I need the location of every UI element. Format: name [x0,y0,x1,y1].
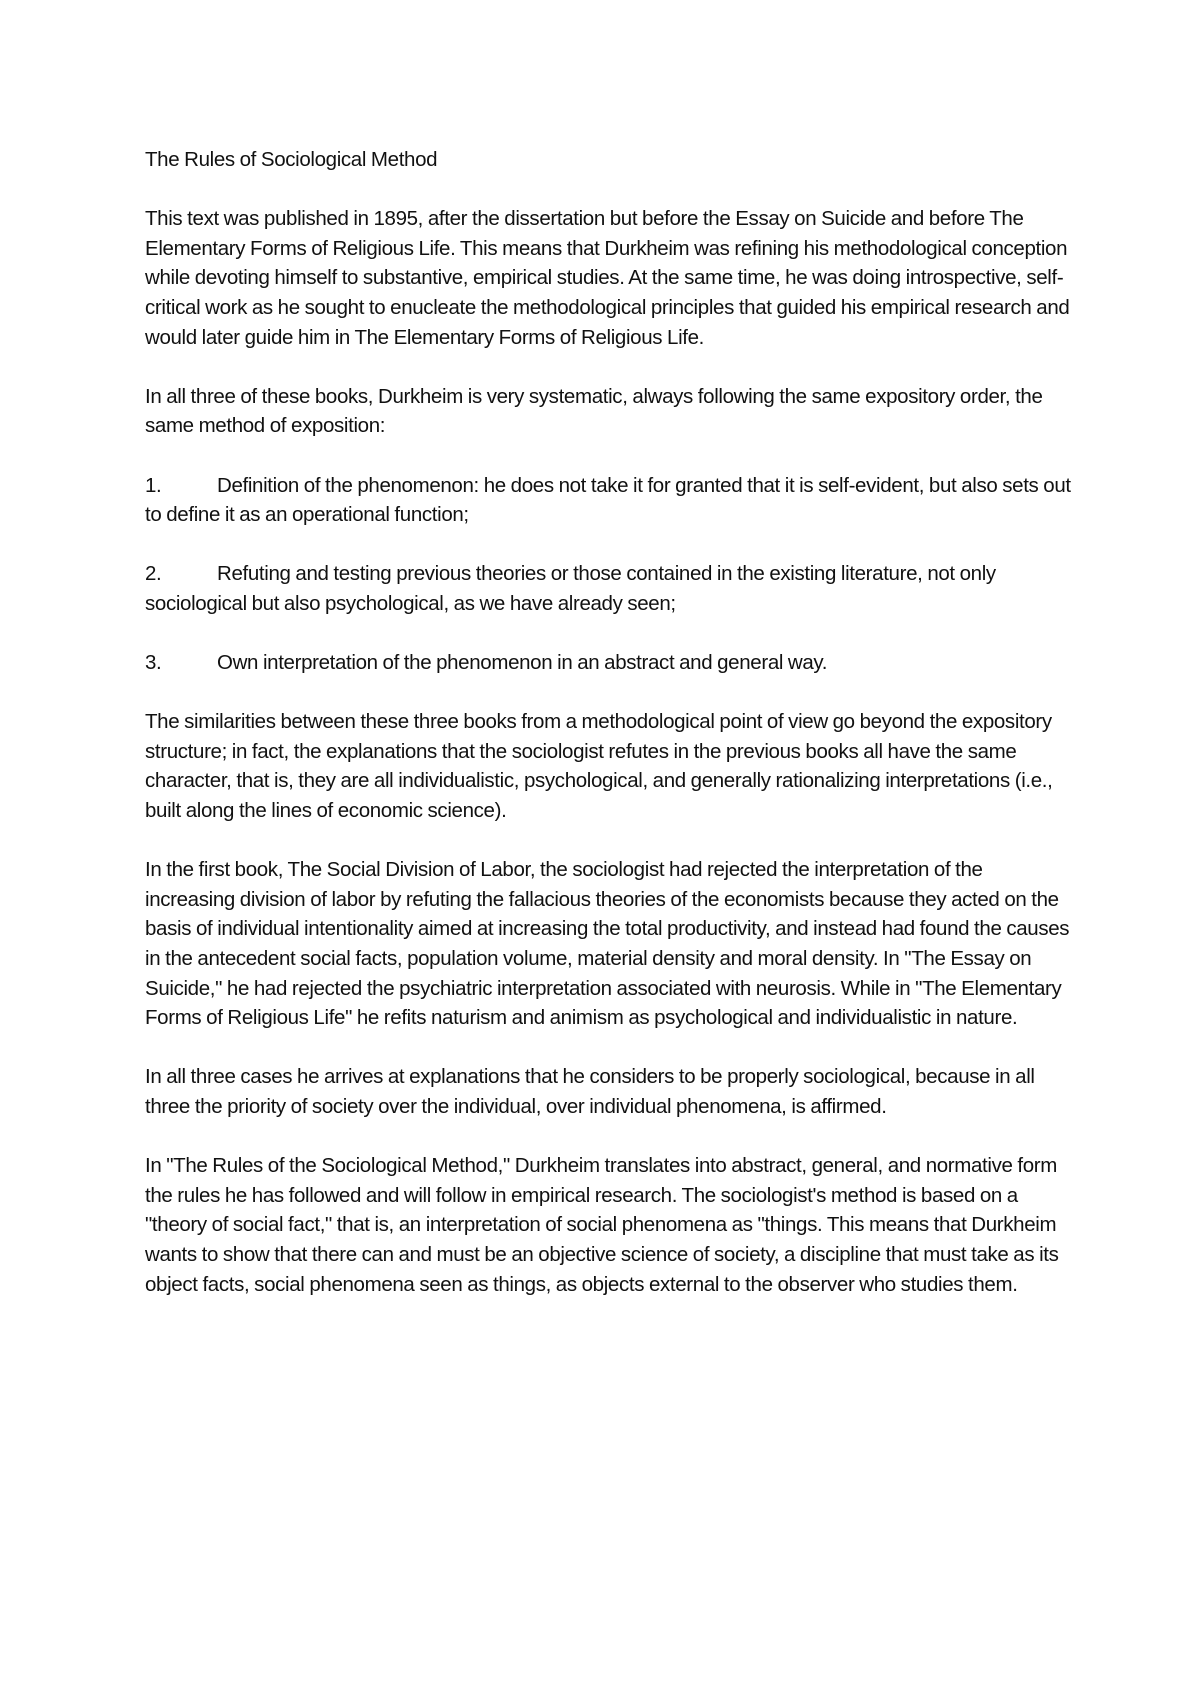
list-item [145,559,1075,618]
list-item-number: 2. [145,562,162,586]
list-item-text: Own interpretation of the phenomenon in an abstract and general way. [217,651,828,675]
list-item-text: Refuting and testing previous theories or those contained in the existing literature, not only sociological but also psychological, as we have already seen; [145,562,996,615]
list-item-number: 1. [145,473,162,497]
paragraph-similarities: The similarities between these three books from a methodological point of view go beyond the expository structure; in fact, the explanations that the sociologist refutes in the previous books all have the same character, that is, they are all individualistic, psychological, and generally rationalizing interpretations (i.e., built along the lines of economic science). [145,710,1053,823]
paragraph-rules-method: In "The Rules of the Sociological Method," Durkheim translates into abstract, general, and normative form the rules he has followed and will follow in empirical research. The sociologist's method is based on a "theory of social fact," that is, an interpretation of social phenomena as "things. This means that Durkheim wants to show that there can and must be an objective science of society, a discipline that must take as its object facts, social phenomena seen as things, as objects external to the observer who studies them. [145,1154,1059,1296]
list-item [145,648,1075,678]
list-item-number: 3. [145,651,162,675]
document-body [145,145,1075,1329]
list-item-text: Definition of the phenomenon: he does not take it for granted that it is self-evident, but also sets out to define it as an operational function; [145,473,1071,527]
document-title: The Rules of Sociological Method [145,148,438,171]
paragraph-three-cases: In all three cases he arrives at explanations that he considers to be properly sociological, because in all three the priority of society over the individual, over individual phenomena, is affirmed. [145,1065,1035,1118]
list-item [145,471,1075,530]
paragraph-systematic-order: In all three of these books, Durkheim is very systematic, always following the same expository order, the same method of exposition: [145,384,1043,438]
paragraph-publication: This text was published in 1895, after the dissertation but before the Essay on Suicide and before The Elementary Forms of Religious Life. This means that Durkheim was refining his methodological conception while devoting himself to substantive, empirical studies. At the same time, he was doing introspective, self-critical work as he sought to enucleate the methodological principles that guided his empirical research and would later guide him in The Elementary Forms of Religious Life. [145,207,1070,349]
paragraph-first-book: In the first book, The Social Division of Labor, the sociologist had rejected the interpretation of the increasing division of labor by refuting the fallacious theories of the economists because they acted on the basis of individual intentionality aimed at increasing the total productivity, and instead had found the causes in the antecedent social facts, population volume, material density and moral density. In "The Essay on Suicide," he had rejected the psychiatric interpretation associated with neurosis. While in "The Elementary Forms of Religious Life" he refits naturism and animism as psychological and individualistic in nature. [145,858,1070,1030]
